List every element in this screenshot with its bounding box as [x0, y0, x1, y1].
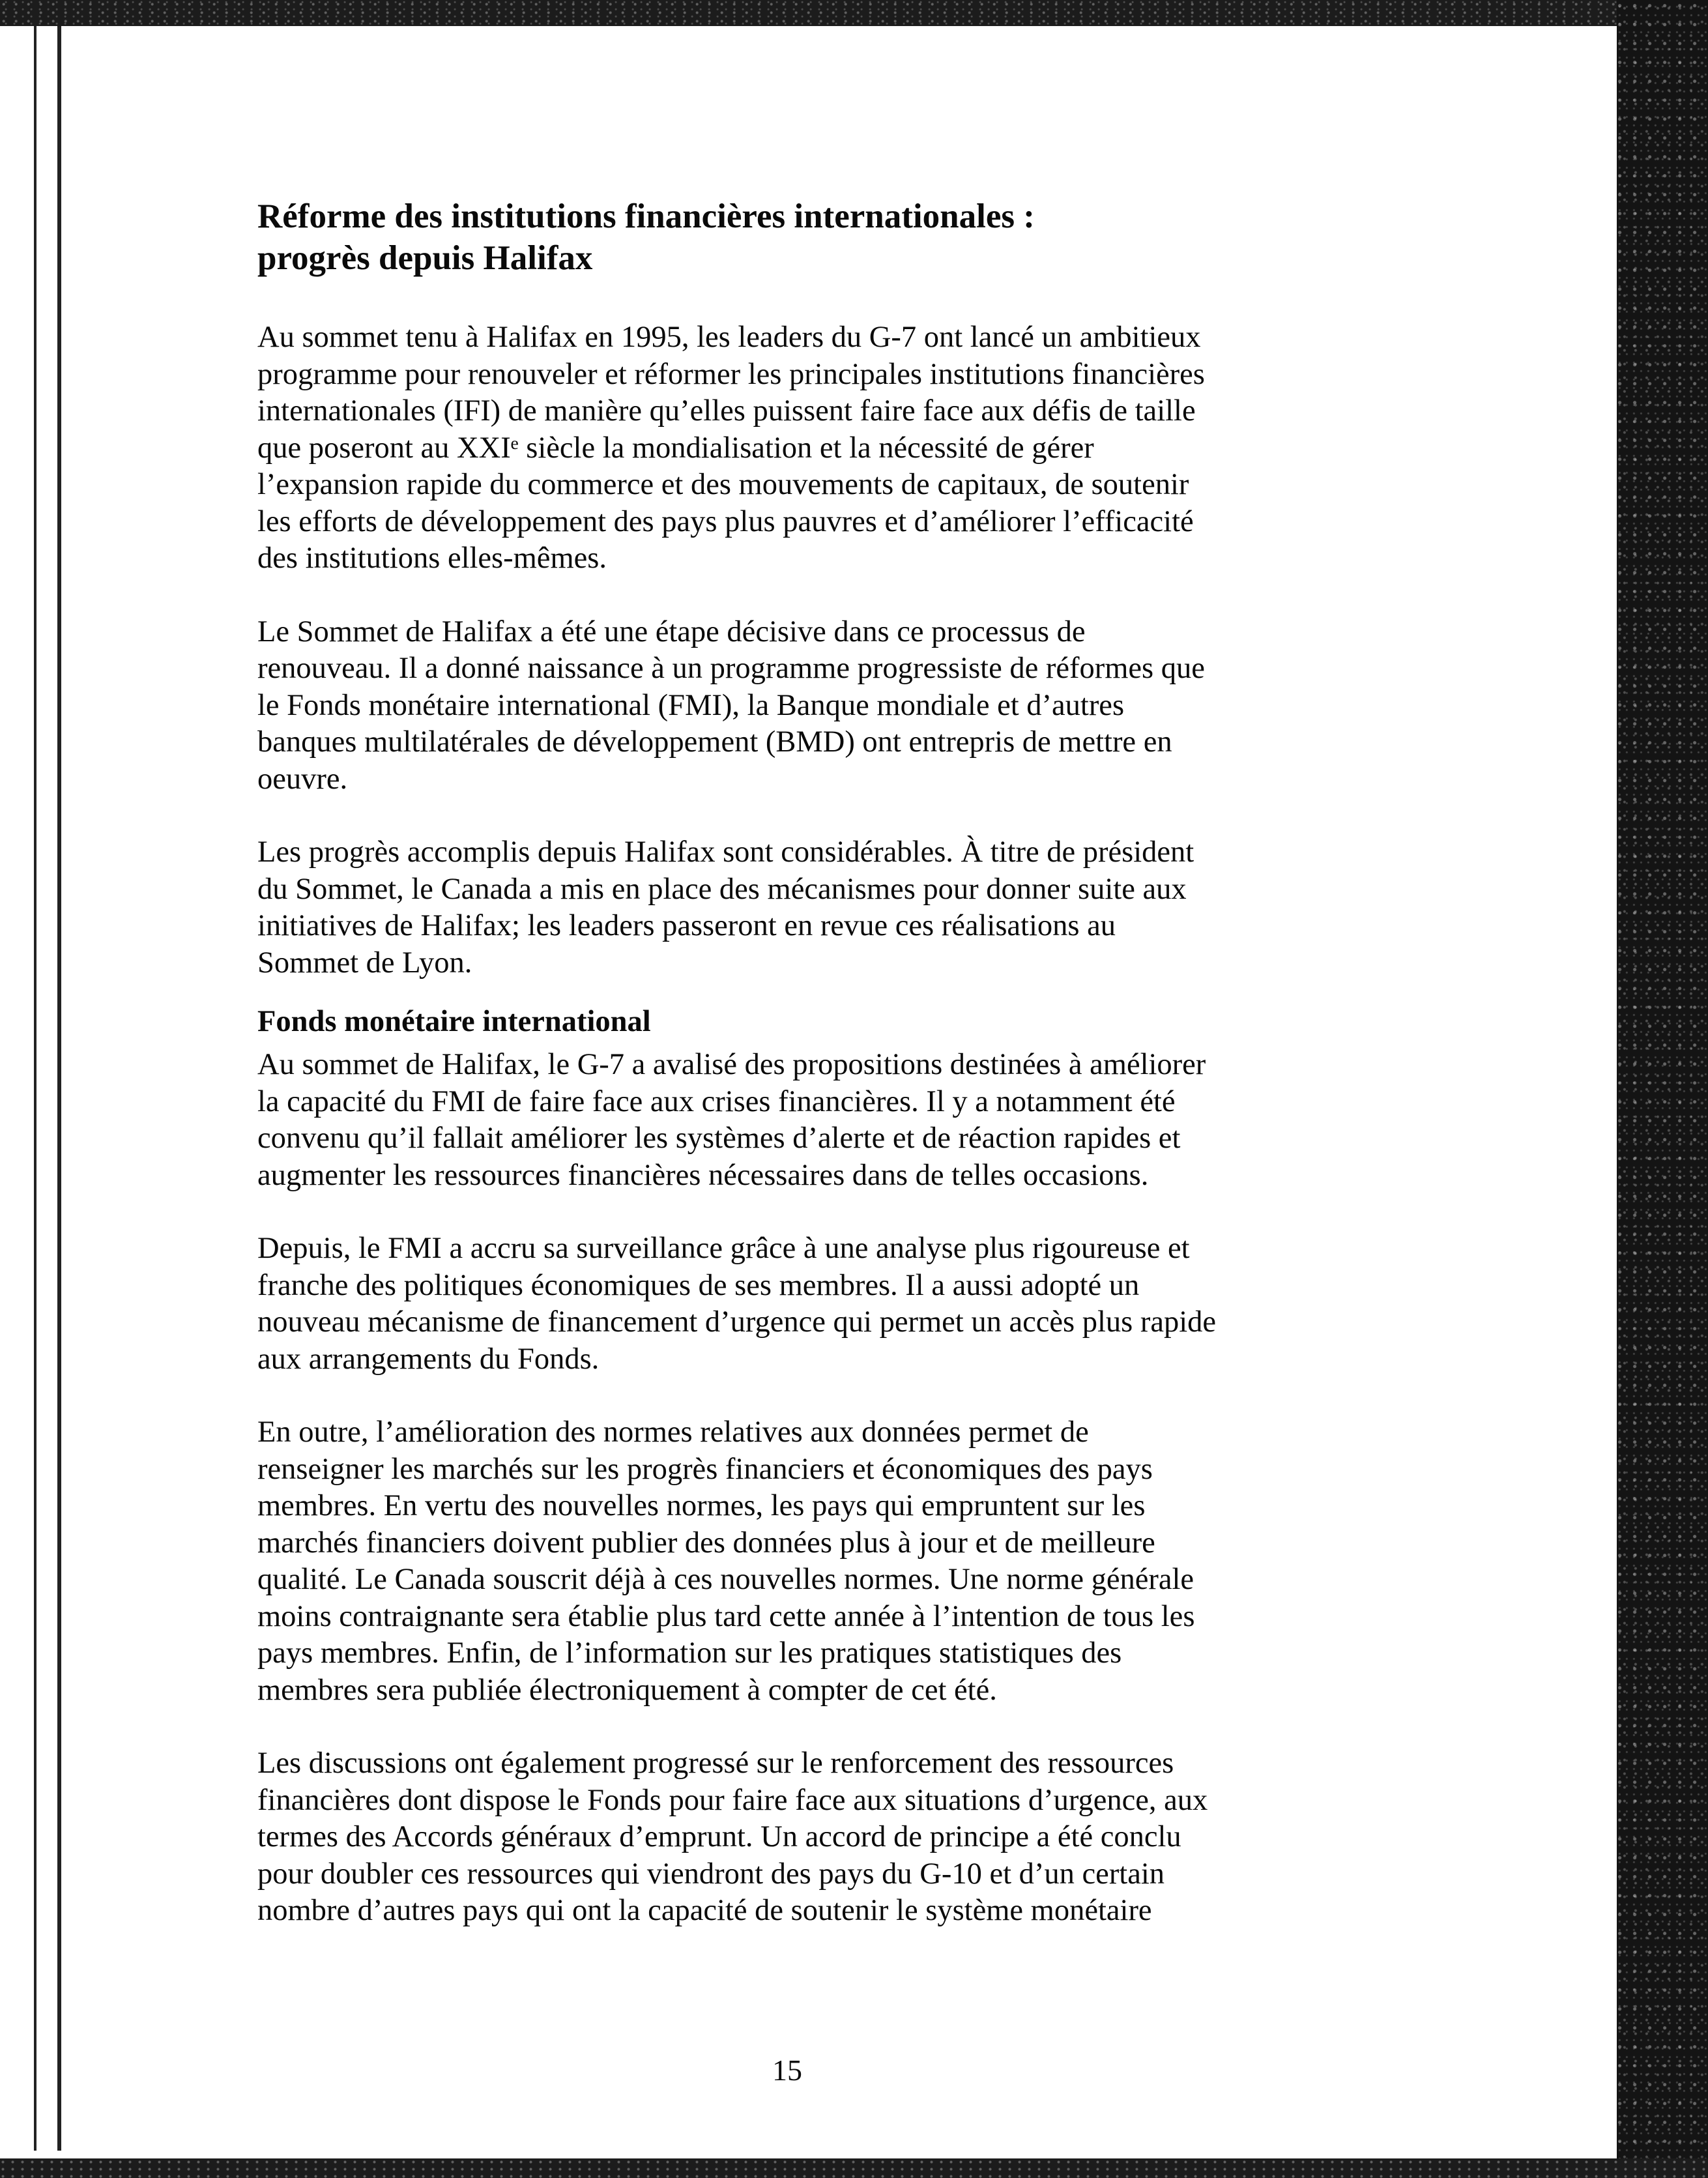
scan-border-top	[0, 0, 1708, 26]
paragraph: Depuis, le FMI a accru sa surveillance grâce à une analyse plus rigoureuse et franche des politiques économiques de ses membres. Il a aussi adopté un nouveau mécanisme de financement d’urgence qui permet un accès plus rapide aux arrangements du Fonds.	[257, 1232, 1217, 1376]
binding-edge-line	[34, 26, 36, 2151]
document-body	[257, 196, 1339, 1966]
section-heading: Fonds monétaire international	[257, 1005, 651, 1038]
page-title: Réforme des institutions financières internationales : progrès depuis Halifax	[257, 197, 1035, 277]
paragraph: Les discussions ont également progressé sur le renforcement des ressources financières dont dispose le Fonds pour faire face aux situations d’urgence, aux termes des Accords généraux d’emprunt. Un accord de principe a été conclu pour doubler ces ressources qui viendront des pays du G-10 et d’un certain nombre d’autres pays qui ont la capacité de soutenir le système monétaire	[257, 1747, 1208, 1927]
page-number: 15	[772, 2054, 802, 2087]
paragraph: En outre, l’amélioration des normes relatives aux données permet de renseigner les marchés sur les progrès financiers et économiques des pays membres. En vertu des nouvelles normes, les pays qui empruntent sur les marchés financiers doivent publier des données plus à jour et de meilleure qualité. Le Canada souscrit déjà à ces nouvelles normes. Une norme générale moins contraignante sera établie plus tard cette année à l’intention de tous les pays membres. Enfin, de l’information sur les pratiques statistiques des membres sera publiée électroniquement à compter de cet été.	[257, 1416, 1195, 1707]
paragraph: Les progrès accomplis depuis Halifax sont considérables. À titre de président du Sommet, le Canada a mis en place des mécanismes pour donner suite aux initiatives de Halifax; les leaders passeront en revue ces réalisations au Sommet de Lyon.	[257, 835, 1194, 980]
paragraph: Au sommet tenu à Halifax en 1995, les leaders du G-7 ont lancé un ambitieux programme pour renouveler et réformer les principales institutions financières internationales (IFI) de manière qu’elles puissent faire face aux défis de taille que poseront au XXIᵉ siècle la mondialisation et la nécessité de gérer l’expansion rapide du commerce et des mouvements de capitaux, de soutenir les efforts de développement des pays plus pauvres et d’améliorer l’efficacité des institutions elles-mêmes.	[257, 321, 1205, 575]
scan-border-bottom	[0, 2158, 1708, 2178]
scan-border-right	[1617, 0, 1708, 2178]
binding-edge-line	[57, 26, 61, 2151]
paragraph: Le Sommet de Halifax a été une étape décisive dans ce processus de renouveau. Il a donné naissance à un programme progressiste de réformes que le Fonds monétaire international (FMI), la Banque mondiale et d’autres banques multilatérales de développement (BMD) ont entrepris de mettre en oeuvre.	[257, 615, 1205, 796]
paragraph: Au sommet de Halifax, le G-7 a avalisé des propositions destinées à améliorer la capacité du FMI de faire face aux crises financières. Il y a notamment été convenu qu’il fallait améliorer les systèmes d’alerte et de réaction rapides et augmenter les ressources financières nécessaires dans de telles occasions.	[257, 1048, 1206, 1192]
